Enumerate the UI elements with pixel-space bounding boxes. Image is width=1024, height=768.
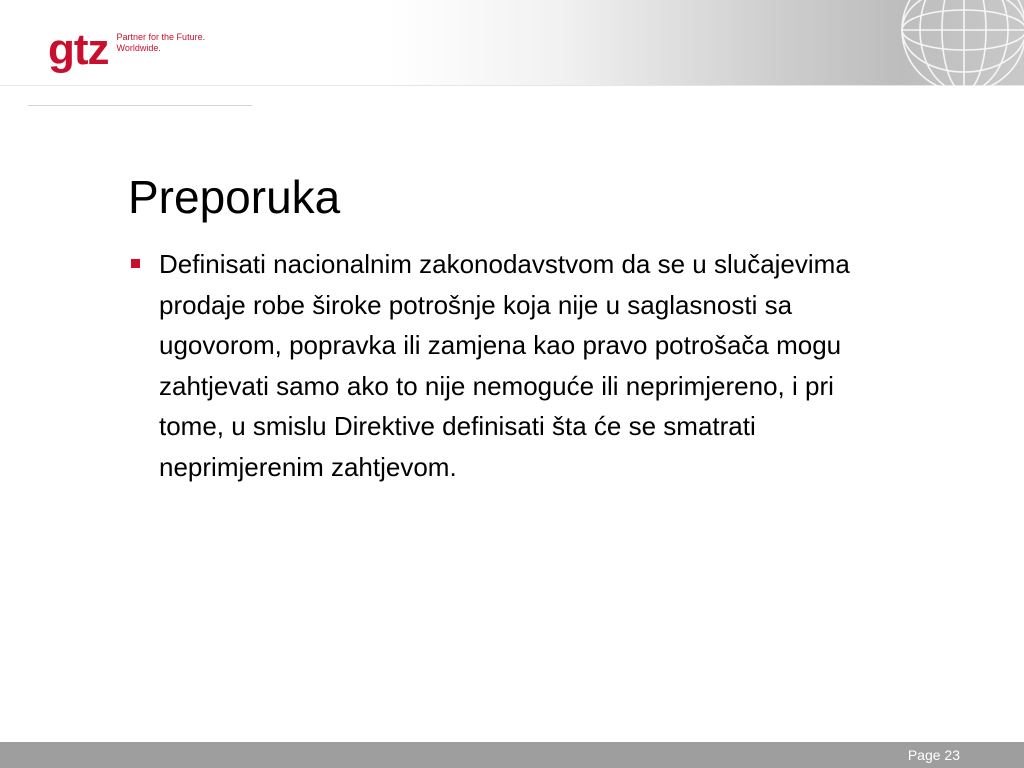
slide-title: Preporuka — [128, 171, 341, 223]
bullet-text: Definisati nacionalnim zakonodavstvom da se u slučajevima prodaje robe široke potrošnje koja nije u saglasnosti sa ugovorom, popravka ili zamjena kao pravo potrošača mogu zahtjevati samo ako to nije nemoguće ili neprimjereno, i pri tome, u smislu Direktive definisati šta će se smatrati neprimjerenim zahtjevom. — [159, 249, 850, 482]
gtz-logo — [48, 25, 206, 78]
logo-tagline — [117, 32, 206, 54]
globe-icon — [894, 0, 1024, 100]
footer-bar — [0, 742, 1024, 768]
header-divider — [0, 85, 1024, 86]
tagline-line-2: Worldwide. — [116, 43, 161, 53]
page-number: Page 23 — [907, 747, 960, 763]
logo-wordmark: gtz — [48, 25, 109, 74]
tagline-line-1: Partner for the Future. — [116, 32, 206, 42]
bullet-item — [128, 244, 888, 487]
square-bullet-icon — [131, 259, 140, 268]
header-underline — [28, 105, 252, 106]
bullet-list — [128, 244, 888, 487]
